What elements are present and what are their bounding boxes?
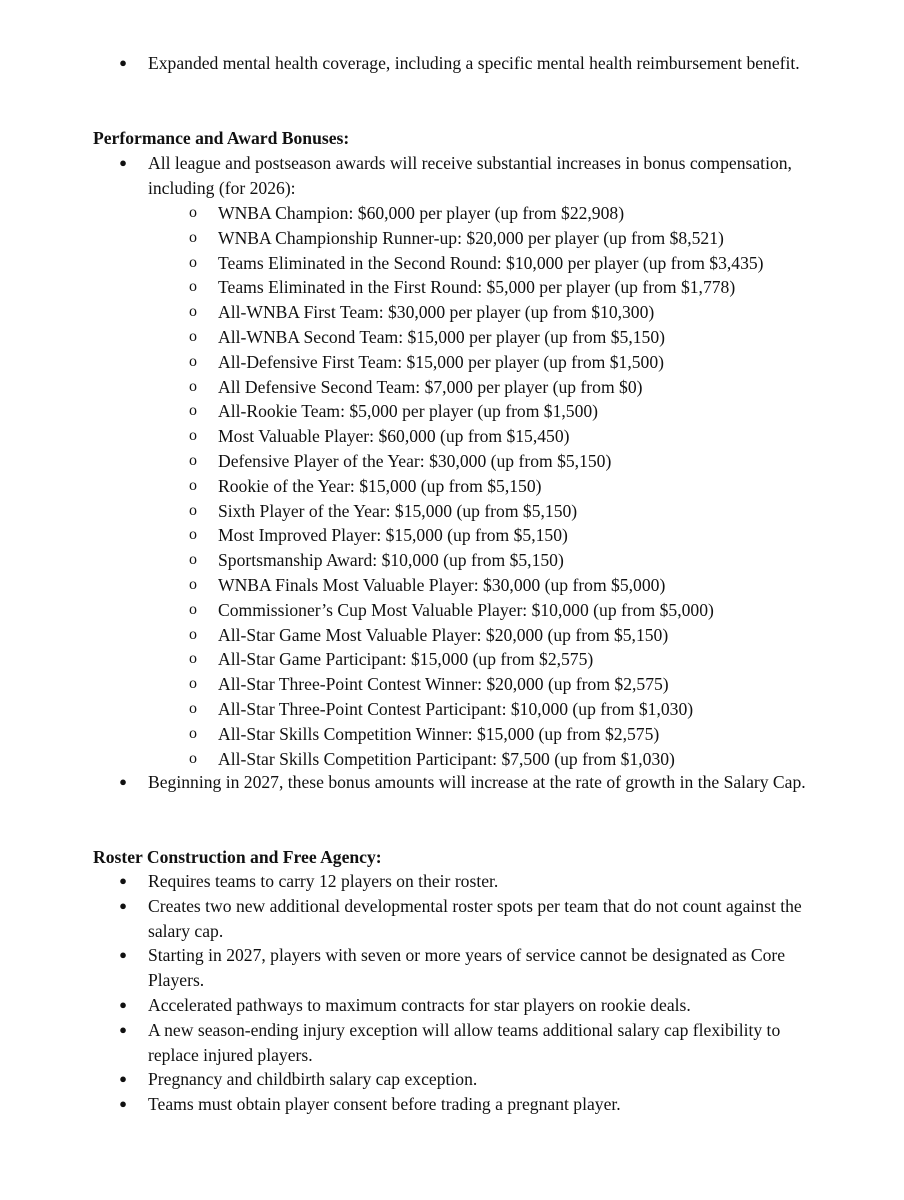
list-item: [0, 1067, 828, 1092]
award-list-item: [0, 573, 904, 598]
sub-bullet-icon: o: [189, 253, 197, 271]
sub-bullet-icon: o: [189, 377, 197, 395]
sub-bullet-icon: o: [189, 402, 197, 420]
award-item-text: All-Star Game Most Valuable Player: $20,000 (up from $5,150): [218, 624, 669, 645]
sub-bullet-icon: o: [189, 476, 197, 494]
award-list-item: [0, 722, 904, 747]
sub-bullet-icon: o: [189, 228, 197, 246]
list-item: [0, 1018, 828, 1068]
list-item: [0, 869, 828, 894]
bullet-icon: ●: [119, 1071, 127, 1087]
bullet-icon: ●: [119, 55, 127, 70]
list-item-text: Creates two new additional developmental roster spots per team that do not count against the salary cap.: [148, 895, 802, 941]
award-item-text: All-Star Game Participant: $15,000 (up from $2,575): [218, 649, 594, 670]
award-list-item: [0, 647, 904, 672]
section-heading-roster: Roster Construction and Free Agency:: [93, 847, 382, 867]
sub-bullet-icon: o: [189, 352, 197, 370]
performance-lead-bullet: [0, 151, 904, 201]
sub-bullet-icon: o: [189, 526, 197, 544]
sub-bullet-icon: o: [189, 551, 197, 569]
list-item: [0, 51, 828, 76]
sub-bullet-icon: o: [189, 600, 197, 618]
award-list-item: [0, 375, 904, 400]
award-list-item: [0, 325, 904, 350]
sub-bullet-icon: o: [189, 749, 197, 767]
bullet-icon: ●: [119, 873, 127, 888]
sub-bullet-icon: o: [189, 699, 197, 717]
bullet-icon: ●: [119, 774, 127, 789]
award-item-text: Commissioner’s Cup Most Valuable Player: $10,000 (up from $5,000): [218, 599, 714, 620]
list-item-text: Starting in 2027, players with seven or more years of service cannot be designated as Core Players.: [148, 945, 786, 991]
award-item-text: Most Improved Player: $15,000 (up from $5,150): [218, 525, 568, 546]
sub-bullet-icon: o: [189, 278, 197, 296]
list-item-text: Expanded mental health coverage, including a specific mental health reimbursement benefit.: [148, 53, 800, 73]
bullet-icon: ●: [119, 1021, 127, 1037]
award-item-text: All-WNBA First Team: $30,000 per player (up from $10,300): [218, 302, 655, 323]
award-item-text: All-Defensive First Team: $15,000 per player (up from $1,500): [218, 351, 665, 372]
award-item-text: WNBA Champion: $60,000 per player (up from $22,908): [218, 203, 625, 223]
award-list-item: [0, 474, 904, 499]
sub-bullet-icon: o: [189, 501, 197, 519]
bullet-icon: ●: [119, 947, 127, 963]
sub-bullet-icon: o: [189, 427, 197, 445]
list-item-text: Accelerated pathways to maximum contracts for star players on rookie deals.: [148, 994, 691, 1015]
award-list-item: [0, 523, 904, 548]
award-item-text: Teams Eliminated in the First Round: $5,000 per player (up from $1,778): [218, 277, 736, 298]
sub-bullet-icon: o: [189, 650, 197, 668]
list-item: [0, 151, 828, 201]
sub-bullet-icon: o: [189, 724, 197, 742]
sub-bullet-icon: o: [189, 327, 197, 345]
sub-bullet-icon: o: [189, 451, 197, 469]
intro-bullet-list: [0, 51, 904, 76]
list-item-text: A new season-ending injury exception will allow teams additional salary cap flexibility to replace injured players.: [148, 1019, 781, 1065]
list-item-text: Teams must obtain player consent before trading a pregnant player.: [148, 1094, 621, 1115]
list-item: [0, 993, 828, 1018]
award-item-text: All-WNBA Second Team: $15,000 per player (up from $5,150): [218, 326, 665, 347]
list-item-text: All league and postseason awards will receive substantial increases in bonus compensation, including (for 2026):: [148, 153, 792, 198]
section-heading-performance: Performance and Award Bonuses:: [93, 128, 350, 148]
sub-bullet-icon: o: [189, 625, 197, 643]
award-list-item: [0, 251, 904, 276]
award-item-text: Sportsmanship Award: $10,000 (up from $5,150): [218, 550, 564, 571]
bullet-icon: ●: [119, 897, 127, 913]
award-item-text: Sixth Player of the Year: $15,000 (up from $5,150): [218, 500, 578, 521]
bullet-icon: ●: [119, 1096, 127, 1112]
bullet-icon: ●: [119, 155, 127, 170]
award-item-text: Defensive Player of the Year: $30,000 (up from $5,150): [218, 450, 612, 471]
list-item-text: Requires teams to carry 12 players on their roster.: [148, 871, 499, 891]
award-item-text: Rookie of the Year: $15,000 (up from $5,150): [218, 475, 542, 496]
award-item-text: All-Star Skills Competition Participant: $7,500 (up from $1,030): [218, 748, 675, 769]
award-list-item: [0, 226, 904, 251]
list-item-text: Beginning in 2027, these bonus amounts will increase at the rate of growth in the Salary Cap.: [148, 772, 806, 792]
award-item-text: All-Star Three-Point Contest Participant: $10,000 (up from $1,030): [218, 698, 694, 719]
sub-bullet-icon: o: [189, 675, 197, 693]
award-list-item: [0, 623, 904, 648]
award-list-item: [0, 598, 904, 623]
award-list-item: [0, 548, 904, 573]
list-item: [0, 943, 828, 993]
award-list-item: [0, 424, 904, 449]
award-list-item: [0, 275, 904, 300]
sub-bullet-icon: o: [189, 303, 197, 321]
award-list-item: [0, 300, 904, 325]
sub-bullet-icon: o: [189, 204, 197, 221]
performance-closing-bullet: [0, 770, 904, 795]
roster-bullet-list: [0, 869, 904, 1117]
list-item-text: Pregnancy and childbirth salary cap exception.: [148, 1069, 478, 1090]
award-list-item: [0, 499, 904, 524]
award-list-item: [0, 747, 904, 772]
award-item-text: All-Star Three-Point Contest Winner: $20,000 (up from $2,575): [218, 674, 669, 695]
award-list-item: [0, 672, 904, 697]
award-list-item: [0, 399, 904, 424]
list-item: [0, 894, 828, 944]
award-item-text: Teams Eliminated in the Second Round: $10,000 per player (up from $3,435): [218, 252, 764, 273]
list-item: [0, 1092, 828, 1117]
award-list-item: [0, 449, 904, 474]
award-item-text: All-Star Skills Competition Winner: $15,000 (up from $2,575): [218, 723, 660, 744]
bullet-icon: ●: [119, 996, 127, 1012]
award-item-text: All-Rookie Team: $5,000 per player (up from $1,500): [218, 401, 599, 422]
award-item-text: WNBA Championship Runner-up: $20,000 per player (up from $8,521): [218, 227, 724, 248]
award-item-text: WNBA Finals Most Valuable Player: $30,000 (up from $5,000): [218, 574, 666, 595]
awards-sub-list: [0, 201, 904, 771]
list-item: [0, 770, 828, 795]
award-item-text: All Defensive Second Team: $7,000 per player (up from $0): [218, 376, 643, 397]
award-list-item: [0, 350, 904, 375]
sub-bullet-icon: o: [189, 575, 197, 593]
award-list-item: [0, 697, 904, 722]
award-list-item: [0, 201, 904, 226]
award-item-text: Most Valuable Player: $60,000 (up from $15,450): [218, 426, 570, 447]
